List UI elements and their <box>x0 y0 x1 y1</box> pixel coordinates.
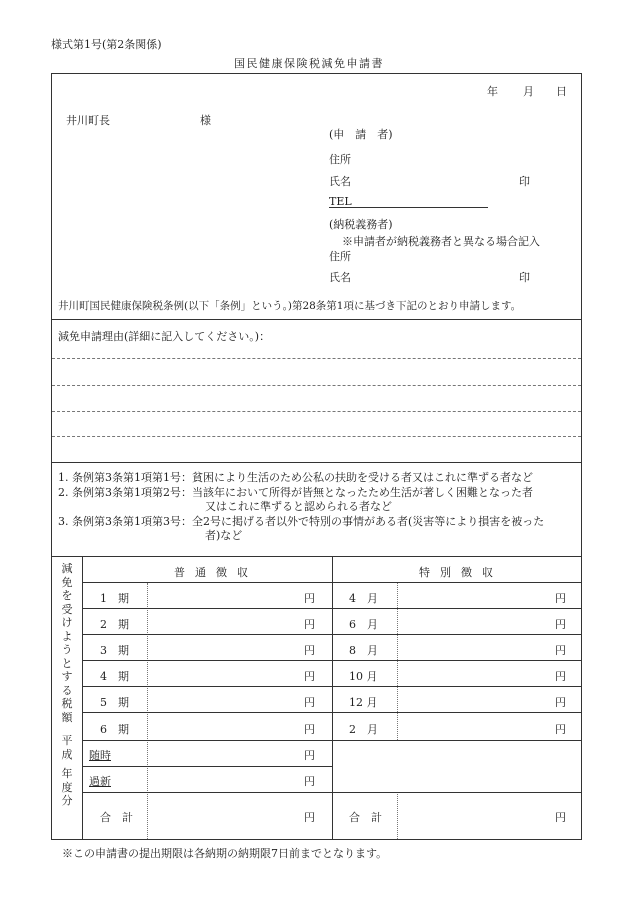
reason-line <box>52 358 581 359</box>
row-line <box>82 740 581 741</box>
yen-unit: 円 <box>304 644 315 657</box>
yen-unit: 円 <box>555 723 566 736</box>
yen-unit: 円 <box>304 775 315 788</box>
addressee-honorific: 様 <box>200 114 211 127</box>
taxpayer-seal: 印 <box>519 271 530 284</box>
special-total-label: 合 計 <box>349 811 382 824</box>
date-year: 年 <box>487 85 498 98</box>
reason-line <box>52 385 581 386</box>
applicant-heading: (申 請 者) <box>329 128 393 141</box>
ordinary-row-label: 3 期 <box>100 644 129 657</box>
applicant-tel-underline <box>329 207 488 208</box>
yen-unit: 円 <box>304 618 315 631</box>
ordinary-label-divider <box>147 583 148 839</box>
row-line <box>82 660 581 661</box>
yen-unit: 円 <box>304 696 315 709</box>
form-number: 様式第1号(第2条関係) <box>51 38 162 51</box>
criteria-item-3: 3. 条例第3条第1項第3号：全2号に掲げる者以外で特別の事情がある者(災害等により損害を被った 者)など <box>58 515 545 542</box>
ordinary-row-label: 5 期 <box>100 696 129 709</box>
yen-unit: 円 <box>304 670 315 683</box>
row-line <box>82 792 581 793</box>
addressee-name: 井川町長 <box>66 114 110 127</box>
criteria-item-2: 2. 条例第3条第1項第2号：当該年において所得が皆無となったため生活が著しく困難となった者 又はこれに準ずると認められる者など <box>58 486 533 513</box>
row-line <box>82 634 581 635</box>
special-row-label: 4 月 <box>349 592 378 605</box>
reason-line <box>52 436 581 437</box>
date-day: 日 <box>556 85 567 98</box>
yen-unit: 円 <box>555 592 566 605</box>
row-line <box>82 582 581 583</box>
divider <box>52 462 581 463</box>
side-divider <box>82 556 83 839</box>
yen-unit: 円 <box>304 723 315 736</box>
row-line <box>82 712 581 713</box>
center-divider <box>332 556 333 839</box>
page-title: 国民健康保険税減免申請書 <box>234 57 384 70</box>
special-row-label: 6 月 <box>349 618 378 631</box>
special-row-label: 8 月 <box>349 644 378 657</box>
date-month: 月 <box>523 85 534 98</box>
taxpayer-note: ※申請者が納税義務者と異なる場合記入 <box>342 235 540 248</box>
taxpayer-heading: (納税義務者) <box>329 218 393 231</box>
criteria-item-1: 1. 条例第3条第1項第1号：貧困により生活のため公私の扶助を受ける者又はこれに準ずる者など <box>58 471 533 484</box>
special-label-divider <box>397 583 398 740</box>
special-row-label: 10 月 <box>349 670 378 683</box>
ordinary-row-label: 過新 <box>89 775 111 788</box>
special-total-divider <box>397 792 398 839</box>
side-label: 減 免 を 受 け よ う と す る 税 額 平 成 年 度 分 <box>61 562 73 807</box>
ordinary-row-label: 1 期 <box>100 592 129 605</box>
applicant-seal: 印 <box>519 175 530 188</box>
yen-unit: 円 <box>304 811 315 824</box>
statement-text: 井川町国民健康保険税条例(以下「条例」という。)第28条第1項に基づき下記のとおり申請します。 <box>58 300 522 312</box>
applicant-address-label: 住所 <box>329 153 351 166</box>
ordinary-total-label: 合 計 <box>100 811 133 824</box>
footnote: ※この申請書の提出期限は各納期の納期限7日前までとなります。 <box>62 847 388 860</box>
yen-unit: 円 <box>555 811 566 824</box>
ordinary-row-label: 随時 <box>89 749 111 762</box>
ordinary-row-label: 6 期 <box>100 723 129 736</box>
taxpayer-name-label: 氏名 <box>329 271 351 284</box>
application-form <box>51 73 582 840</box>
special-row-label: 12 月 <box>349 696 378 709</box>
ordinary-row-label: 2 期 <box>100 618 129 631</box>
divider <box>52 556 581 557</box>
yen-unit: 円 <box>555 670 566 683</box>
applicant-tel-label: TEL <box>329 195 352 208</box>
reason-label: 減免申請理由(詳細に記入してください。)： <box>58 330 271 343</box>
yen-unit: 円 <box>555 696 566 709</box>
reason-line <box>52 411 581 412</box>
row-line <box>82 608 581 609</box>
yen-unit: 円 <box>304 749 315 762</box>
special-row-label: 2 月 <box>349 723 378 736</box>
ordinary-header: 普通徴収 <box>174 566 258 579</box>
applicant-name-label: 氏名 <box>329 175 351 188</box>
yen-unit: 円 <box>555 618 566 631</box>
row-line <box>82 686 581 687</box>
divider <box>52 319 581 320</box>
row-line <box>82 766 332 767</box>
yen-unit: 円 <box>555 644 566 657</box>
special-header: 特別徴収 <box>419 566 503 579</box>
taxpayer-address-label: 住所 <box>329 250 351 263</box>
ordinary-row-label: 4 期 <box>100 670 129 683</box>
yen-unit: 円 <box>304 592 315 605</box>
